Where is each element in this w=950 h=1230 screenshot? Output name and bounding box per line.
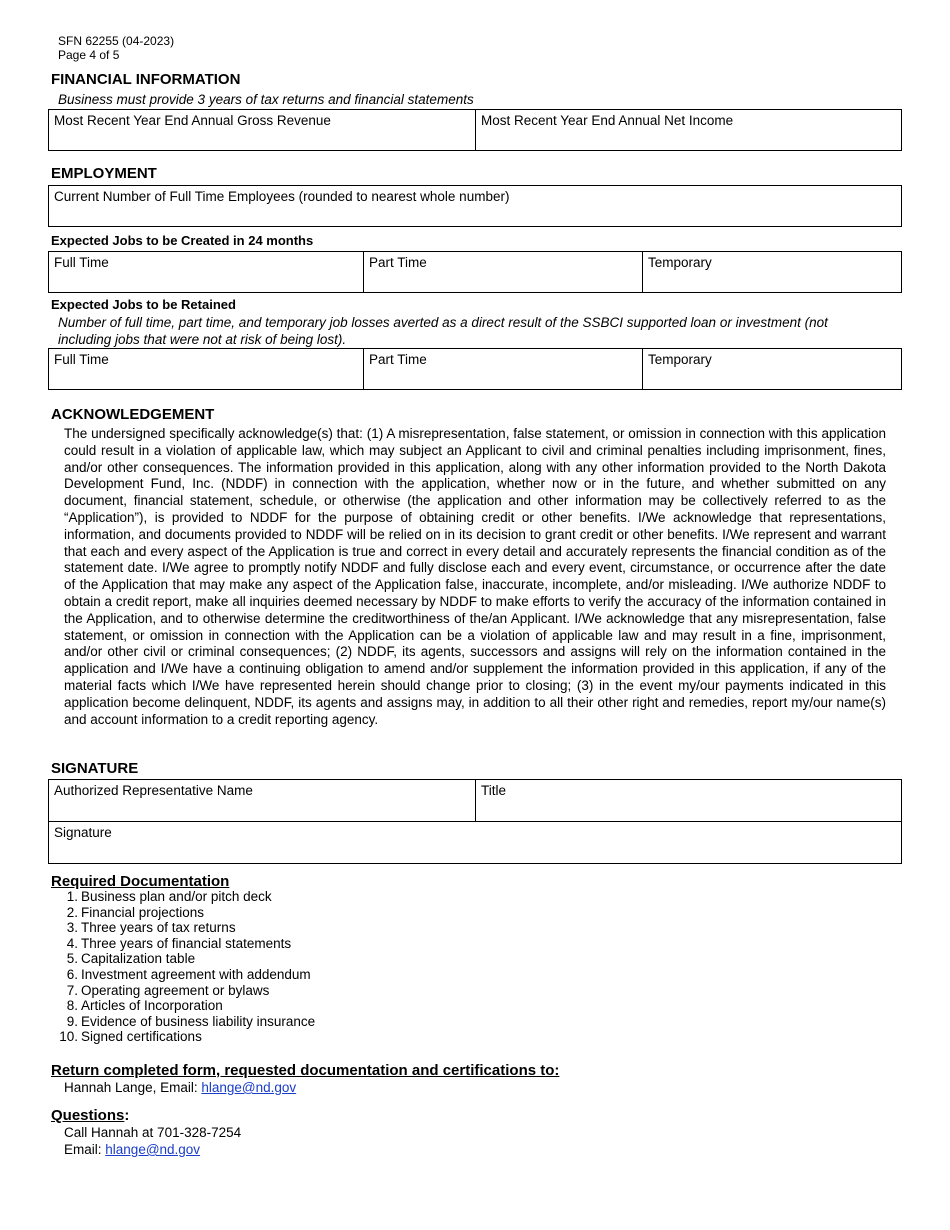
required-doc-item	[58, 920, 315, 936]
representative-name-field[interactable]	[49, 780, 476, 821]
retained-part-time-label: Part Time	[369, 352, 427, 367]
return-contact-prefix: Hannah Lange, Email:	[64, 1080, 198, 1095]
jobs-created-table	[48, 251, 902, 293]
retained-temporary-label: Temporary	[648, 352, 712, 367]
gross-revenue-label: Most Recent Year End Annual Gross Revenue	[54, 113, 331, 128]
required-doc-number: 7.	[66, 982, 78, 998]
retained-temporary-field[interactable]	[643, 349, 901, 389]
questions-email-line	[64, 1142, 200, 1157]
signature-table-row1	[48, 779, 902, 822]
required-doc-text: Capitalization table	[81, 951, 196, 967]
required-doc-text: Articles of Incorporation	[81, 998, 223, 1014]
financial-note: Business must provide 3 years of tax returns and financial statements	[58, 92, 474, 107]
required-doc-text: Financial projections	[81, 904, 205, 920]
current-employees-field[interactable]	[49, 186, 901, 226]
required-doc-text: Three years of financial statements	[81, 935, 292, 951]
jobs-retained-title: Expected Jobs to be Retained	[51, 297, 236, 312]
financial-table	[48, 109, 902, 151]
jobs-retained-table	[48, 348, 902, 390]
required-doc-number: 4.	[66, 935, 78, 951]
questions-email-link[interactable]: hlange@nd.gov	[105, 1142, 201, 1157]
required-doc-number: 8.	[66, 998, 78, 1014]
representative-name-label: Authorized Representative Name	[54, 783, 253, 798]
return-title: Return completed form, requested documentation and certifications to:	[51, 1062, 560, 1079]
return-contact	[64, 1080, 296, 1095]
current-employees-table	[48, 185, 902, 227]
form-header	[58, 34, 174, 62]
required-doc-item	[58, 967, 315, 983]
required-doc-number: 3.	[66, 920, 78, 936]
title-label: Title	[481, 783, 507, 798]
created-part-time-label: Part Time	[369, 255, 427, 270]
required-doc-item	[58, 936, 315, 952]
created-temporary-field[interactable]	[643, 252, 901, 292]
retained-full-time-label: Full Time	[54, 352, 109, 367]
created-full-time-field[interactable]	[49, 252, 364, 292]
financial-section-title: FINANCIAL INFORMATION	[51, 71, 241, 88]
questions-call: Call Hannah at 701-328-7254	[64, 1125, 242, 1140]
current-employees-label: Current Number of Full Time Employees (rounded to nearest whole number)	[54, 189, 510, 204]
required-doc-item	[58, 905, 315, 921]
title-field[interactable]	[476, 780, 901, 821]
retained-part-time-field[interactable]	[364, 349, 643, 389]
created-part-time-field[interactable]	[364, 252, 643, 292]
questions-email-prefix: Email:	[64, 1142, 102, 1157]
acknowledgement-text: The undersigned specifically acknowledge(s) that: (1) A misrepresentation, false statement, or omission in connection with this application could result in a violation of applicable law, which may subject an Applicant to civil and criminal penalties including imprisonment, fines, and/or other consequences. The information provided in this application, along with any other information provided to the North Dakota Development Fund, Inc. (NDDF) in connection with the application, whether now or in the future, and whether submitted on any document, financial statement, schedule, or otherwise (the application and other information may be collectively referred to as the “Application”), is provided to NDDF for the purpose of obtaining credit or other benefits. I/We acknowledge that representations, information, and documents provided to NDDF will be relied on in its decision to grant credit or other benefits. I/We represent and warrant that each and every aspect of the Application is true and correct in every detail and accurately represents the financial condition as of the statement date. I/We agree to promptly notify NDDF and fully disclose each and every event, circumstance, or occurrence after the date of the Application that may make any aspect of the Application false, inaccurate, incomplete, and/or misleading. I/We authorize NDDF to obtain a credit report, make all inquiries deemed necessary by NDDF to make efforts to verify the accuracy of the information contained in the Application, and to otherwise determine the creditworthiness of the/an Applicant. I/We acknowledge that any misrepresentation, false statement, or omission in connection with the Application can be a violation of applicable law and may result in a fine, imprisonment, and/or other civil or criminal consequences; (2) NDDF, its agents, successors and assigns will rely on the information contained in the application and I/We have a continuing obligation to amend and/or supplement the information provided in this application, if any of the material facts which I/We have represented herein should change prior to closing; (3) in the event my/our payments indicated in this application become delinquent, NDDF, its agents and assigns may, in addition to all their other right and remedies, report my/our name(s) and account information to a credit reporting agency.	[64, 426, 886, 727]
page-number: Page 4 of 5	[58, 48, 120, 62]
questions-title-wrap	[51, 1107, 129, 1124]
jobs-retained-note: Number of full time, part time, and temporary job losses averted as a direct result of the SSBCI supported loan or investment (not including jobs that were not at risk of being lost).	[58, 315, 828, 347]
required-doc-number: 1.	[66, 889, 78, 904]
required-doc-text: Investment agreement with addendum	[81, 966, 311, 982]
questions-colon: :	[124, 1107, 130, 1124]
required-doc-number: 2.	[66, 904, 78, 920]
required-doc-item	[58, 1029, 315, 1045]
signature-field[interactable]	[49, 822, 901, 863]
created-temporary-label: Temporary	[648, 255, 712, 270]
required-docs-title: Required Documentation	[51, 873, 230, 890]
net-income-field[interactable]	[476, 110, 901, 150]
questions-title: Questions	[51, 1107, 125, 1124]
required-doc-text: Three years of tax returns	[81, 920, 236, 936]
return-email-link[interactable]: hlange@nd.gov	[201, 1080, 297, 1095]
jobs-created-title: Expected Jobs to be Created in 24 months	[51, 233, 314, 248]
required-doc-number: 9.	[66, 1013, 78, 1029]
retained-full-time-field[interactable]	[49, 349, 364, 389]
signature-section-title: SIGNATURE	[51, 760, 139, 777]
net-income-label: Most Recent Year End Annual Net Income	[481, 113, 734, 128]
signature-table-row2	[48, 821, 902, 864]
form-id: SFN 62255 (04-2023)	[58, 34, 175, 48]
required-docs-list	[58, 889, 315, 1045]
required-doc-text: Evidence of business liability insurance	[81, 1013, 316, 1029]
required-doc-item	[58, 1014, 315, 1030]
required-doc-number: 10.	[59, 1029, 78, 1045]
required-doc-item	[58, 998, 315, 1014]
created-full-time-label: Full Time	[54, 255, 109, 270]
required-doc-text: Signed certifications	[81, 1029, 202, 1045]
acknowledgement-title: ACKNOWLEDGEMENT	[51, 406, 215, 423]
required-doc-item	[58, 983, 315, 999]
required-doc-item	[58, 889, 315, 905]
required-doc-item	[58, 951, 315, 967]
required-doc-text: Operating agreement or bylaws	[81, 982, 270, 998]
required-doc-text: Business plan and/or pitch deck	[81, 889, 272, 904]
signature-label: Signature	[54, 825, 112, 840]
employment-section-title: EMPLOYMENT	[51, 165, 157, 182]
required-doc-number: 5.	[66, 951, 78, 967]
required-doc-number: 6.	[66, 966, 78, 982]
gross-revenue-field[interactable]	[49, 110, 476, 150]
